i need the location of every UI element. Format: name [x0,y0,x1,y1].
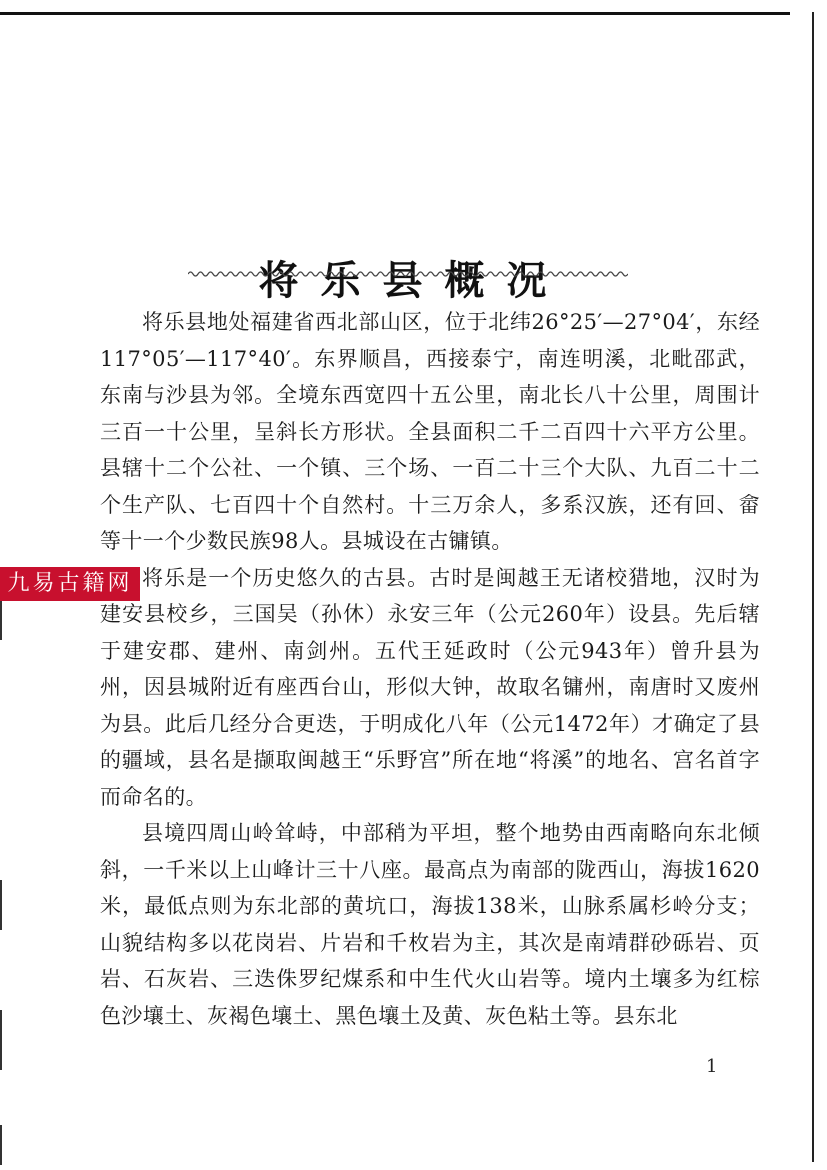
paragraph-terrain: 县境四周山岭耸峙，中部稍为平坦，整个地势由西南略向东北倾斜，一千米以上山峰计三十八座。最高点为南部的陇西山，海拔1620米，最低点则为东北部的黄坑口，海拔138米，山脉系属杉岭分支；山貌结构多以花岗岩、片岩和千枚岩为主，其次是南靖群砂砾岩、页岩、石灰岩、三迭侏罗纪煤系和中生代火山岩等。境内土壤多为红棕色沙壤土、灰褐色壤土、黑色壤土及黄、灰色粘土等。县东北 [100,821,760,1028]
page-title: 将乐县概况 [258,257,569,304]
paragraph-history: 将乐是一个历史悠久的古县。古时是闽越王无诸校猎地，汉时为建安县校乡，三国吴（孙休）永安三年（公元260年）设县。先后辖于建安郡、建州、南剑州。五代王延政时（公元943年）曾升县为州，因县城附近有座西台山，形似大钟，故取名镛州，南唐时又废州为县。此后几经分合更迭，于明成化八年（公元1472年）才确定了县的疆域，县名是撷取闽越王“乐野宫”所在地“将溪”的地名、宫名首字而命名的。 [100,565,760,809]
scan-right-border [812,12,814,1162]
scan-edge-mark [0,880,2,930]
scan-edge-mark [0,1125,2,1165]
page-number: 1 [706,1056,718,1077]
scan-edge-mark [0,1010,2,1070]
paragraph-location: 将乐县地处福建省西北部山区，位于北纬26°25′—27°04′，东经117°05′—117°40′。东界顺昌，西接泰宁，南连明溪，北毗邵武，东南与沙县为邻。全境东西宽四十五公里，南北长八十公里，周围计三百一十公里，呈斜长方形状。全县面积二千二百四十六平方公里。县辖十二个公社、一个镇、三个场、一百二十三个大队、九百二十二个生产队、七百四十个自然村。十三万余人，多系汉族，还有回、畲等十一个少数民族98人。县城设在古镛镇。 [100,310,760,553]
title-wavy-underline [188,270,628,278]
scan-top-border [0,12,790,15]
scan-edge-mark [0,600,2,640]
article-body [100,304,760,1034]
site-watermark-banner: 九易古籍网 [0,567,140,601]
